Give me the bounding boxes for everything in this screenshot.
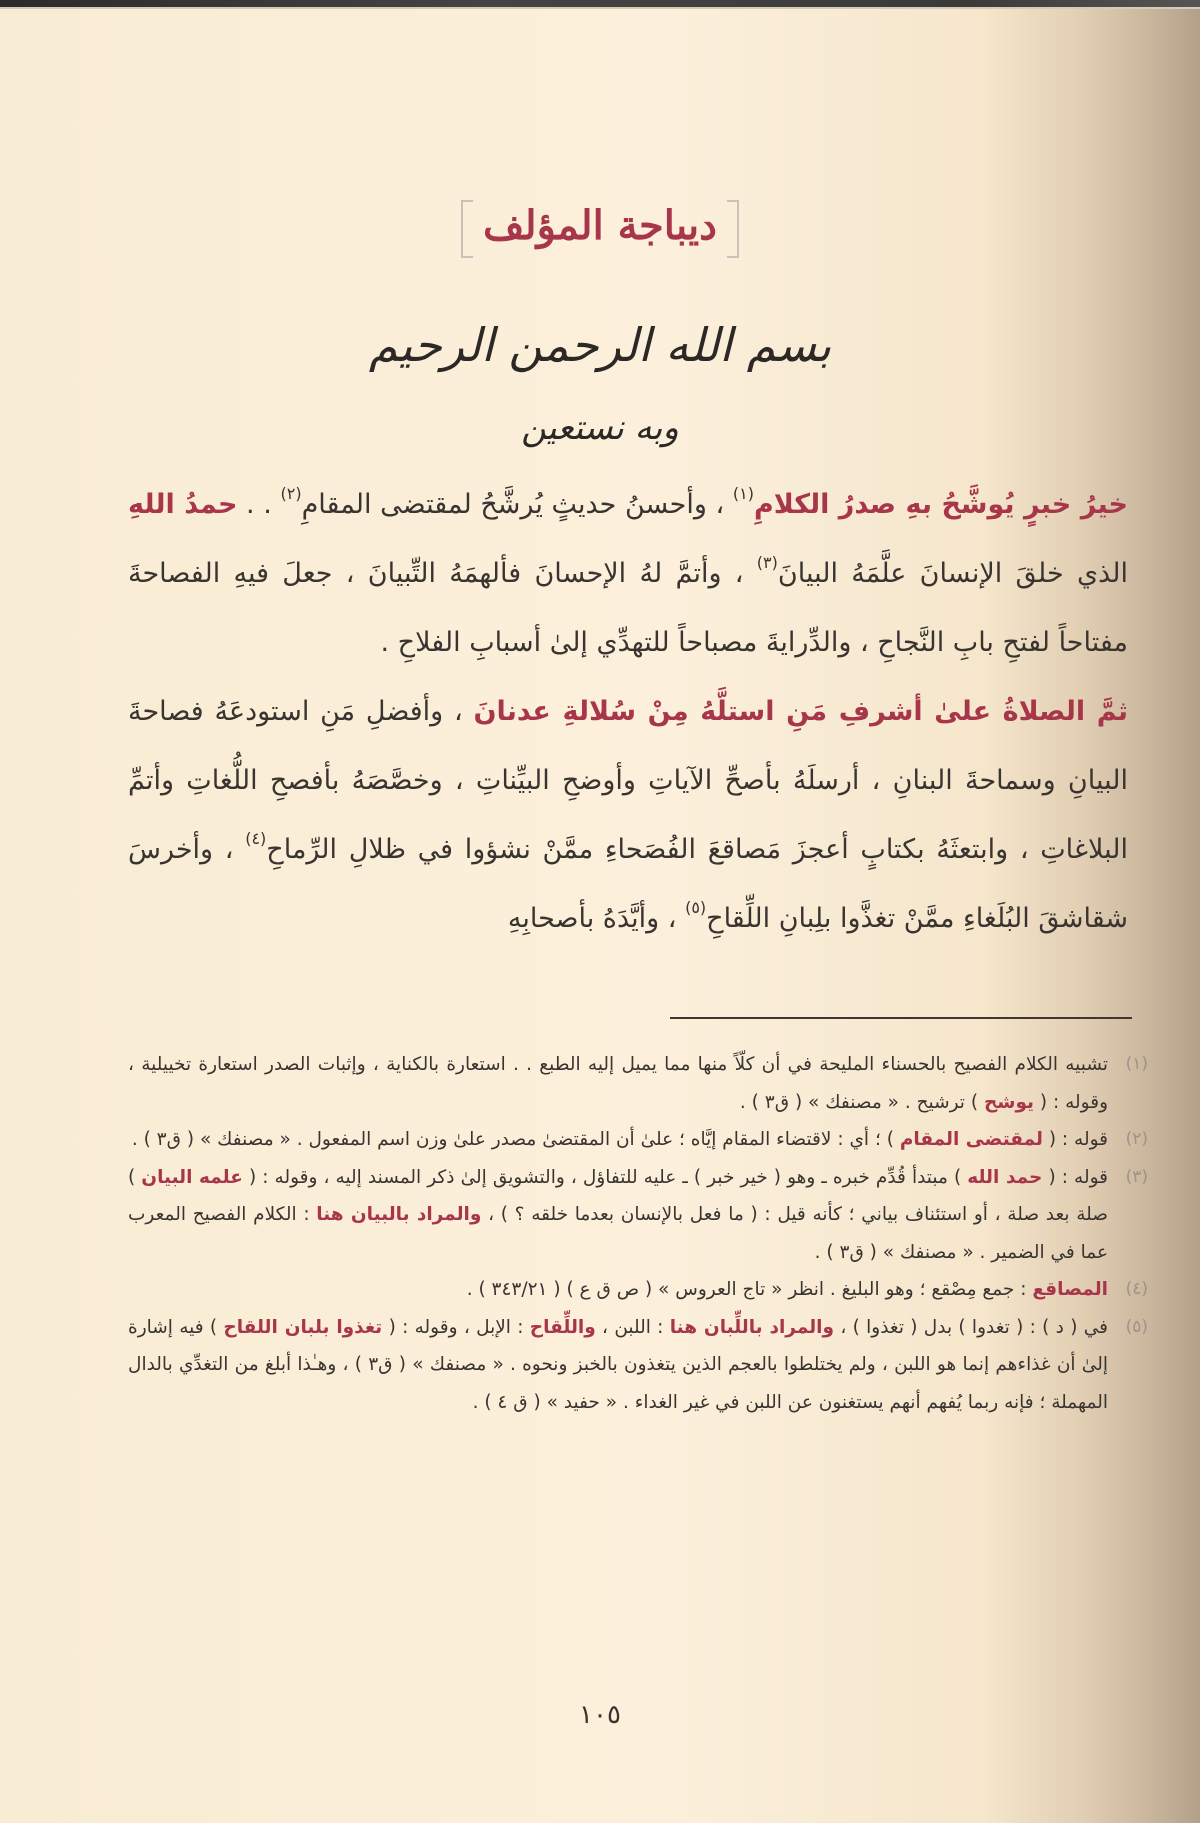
scan-top-edge [0, 0, 1200, 7]
text-run: ) فيه إشارة إلىٰ أن غذاءهم إنما هو اللبن ، ولم يختلطوا بالعجم الذين يتغذون بالخبز ونحوه . « مصنفك » ( ق٣ ) ، وهـٰذا أبلغ من التغدِّي بالدال المهملة ؛ فإنه ربما يُفهم أنهم يستغنون عن اللبن في غير الغداء . « حفيد » ( ق ٤ ) . [128, 1316, 1108, 1413]
highlighted-phrase: خيرُ خبرٍ يُوشَّحُ بهِ صدرُ الكلامِ [753, 489, 1128, 520]
text-run: ، وأتمَّ لهُ الإحسانَ فألهمَهُ التِّبيانَ ، جعلَ فيهِ الفصاحةَ مفتاحاً لفتحِ بابِ النَّجاحِ ، والدِّرايةَ مصباحاً للتهدِّي إلىٰ أسبابِ الفلاحِ . [128, 558, 1128, 658]
footnote-reference[interactable]: (٢) [280, 484, 302, 503]
paragraph-opening [128, 470, 1128, 677]
footnote-number: (١) [1125, 1054, 1148, 1074]
highlighted-phrase: واللِّقاح [529, 1316, 596, 1338]
footnote-reference[interactable]: (٣) [756, 553, 778, 572]
text-run: ) صلة بعد صلة ، أو استئناف بياني ؛ كأنه قيل : ( ما فعل بالإنسان بعدما خلقه ؟ ) ، [128, 1166, 1108, 1225]
text-run: . . [237, 489, 281, 520]
text-run: الذي خلقَ الإنسانَ علَّمَهُ البيانَ [777, 558, 1128, 589]
invocation: وبه نستعين [521, 408, 679, 448]
highlighted-phrase: ثمَّ الصلاةُ علىٰ أشرفِ مَنِ استلَّهُ مِنْ سُلالةِ عدنانَ [473, 696, 1129, 727]
highlighted-phrase: والمراد بالبيان هنا [316, 1204, 482, 1225]
text-run: ) ؛ أي : لاقتضاء المقام إيَّاه ؛ علىٰ أن المقتضىٰ مصدر علىٰ وزن اسم المفعول . « مصنفك » ( ق٣ ) . [131, 1129, 900, 1150]
page-title: ديباجة المؤلف [483, 202, 717, 249]
text-run: قوله : ( [1042, 1166, 1108, 1188]
footnote-5 [128, 1309, 1148, 1422]
footnote-number: (٣) [1125, 1166, 1148, 1187]
text-run: ) مبتدأ قُدِّم خبره ـ وهو ( خير خبر ) ـ عليه للتفاؤل ، والتشويق إلىٰ ذكر المسند إليه ، وقوله : ( [242, 1166, 968, 1188]
page-number: ١٠٥ [579, 1700, 621, 1730]
highlighted-phrase: حمد الله [967, 1166, 1043, 1188]
footnote-reference[interactable]: (١) [732, 484, 754, 503]
title-block [0, 196, 1200, 259]
main-body [128, 470, 1128, 953]
footnote-text [128, 1317, 1108, 1413]
page-top-border [0, 7, 1200, 9]
basmala: بسم الله الرحمن الرحيم [368, 318, 832, 372]
text-run: ، وأخرسَ شقاشقَ البُلَغاءِ ممَّنْ تغذَّوا بلِبانِ اللِّقاحِ [128, 834, 1128, 934]
text-run: ، وأيَّدَهُ بأصحابِهِ [507, 903, 686, 934]
text-run: ، وأفضلِ مَنِ استودعَهُ فصاحةَ البيانِ وسماحةَ البنانِ ، أرسلَهُ بأصحِّ الآياتِ وأوضحِ البيِّناتِ ، وخصَّصَهُ بأفصحِ اللُّغاتِ وأتمِّ البلاغاتِ ، وابتعثَهُ بكتابٍ أعجزَ مَصاقعَ الفُصَحاءِ ممَّنْ نشؤوا في ظلالِ الرِّماحِ [128, 696, 1129, 865]
highlighted-phrase: والمراد باللِّبان هنا [669, 1316, 835, 1338]
footnote-number: (٤) [1125, 1279, 1148, 1299]
footnote-separator [670, 1017, 1132, 1019]
bracket-right-icon [727, 200, 739, 258]
footnote-reference[interactable]: (٥) [685, 898, 707, 917]
highlighted-phrase: يوشح [983, 1091, 1035, 1113]
text-run: ، وأحسنُ حديثٍ يُرشَّحُ لمقتضى المقامِ [301, 489, 733, 520]
text-run: ) ترشيح . « مصنفك » ( ق٣ ) . [739, 1091, 984, 1113]
footnote-4 [128, 1271, 1148, 1309]
paragraph-salutation [128, 677, 1128, 953]
footnote-text [467, 1279, 1108, 1300]
footnote-2 [128, 1121, 1148, 1159]
text-run: : جمع مِصْقع ؛ وهو البليغ . انظر « تاج العروس » ( ص ق ع ) ( ٣٤٣/٢١ ) . [466, 1279, 1033, 1300]
footnote-text [132, 1129, 1108, 1150]
highlighted-phrase: لمقتضى المقام [899, 1129, 1043, 1150]
text-run: : اللبن ، [595, 1316, 670, 1338]
page-title-frame [461, 196, 739, 259]
footnote-number: (٢) [1125, 1129, 1148, 1149]
text-run: في ( د ) : ( تغدوا ) بدل ( تغذوا ) ، [834, 1316, 1109, 1338]
highlighted-phrase: حمدُ اللهِ [128, 489, 238, 520]
footnote-text [128, 1054, 1108, 1113]
footnote-number: (٥) [1125, 1316, 1148, 1337]
highlighted-phrase: علمه البيان [141, 1166, 243, 1188]
highlighted-phrase: تغذوا بلبان اللقاح [223, 1316, 383, 1338]
footnotes-section [128, 1046, 1148, 1421]
footnote-3 [128, 1159, 1148, 1272]
text-run: تشبيه الكلام الفصيح بالحسناء المليحة في أن كلّاً منها مما يميل إليه الطبع . . استعارة بالكناية ، وإثبات الصدر استعارة تخييلية ، وقوله : ( [128, 1054, 1108, 1113]
text-run: : الإبل ، وقوله : ( [382, 1316, 530, 1338]
text-run: قوله : ( [1042, 1129, 1108, 1150]
footnote-text [128, 1167, 1108, 1263]
text-run: : الكلام الفصيح المعرب عما في الضمير . « مصنفك » ( ق٣ ) . [128, 1204, 1108, 1263]
footnote-reference[interactable]: (٤) [245, 829, 267, 848]
highlighted-phrase: المصاقع [1032, 1279, 1108, 1300]
footnote-1 [128, 1046, 1148, 1121]
bracket-left-icon [461, 200, 473, 258]
